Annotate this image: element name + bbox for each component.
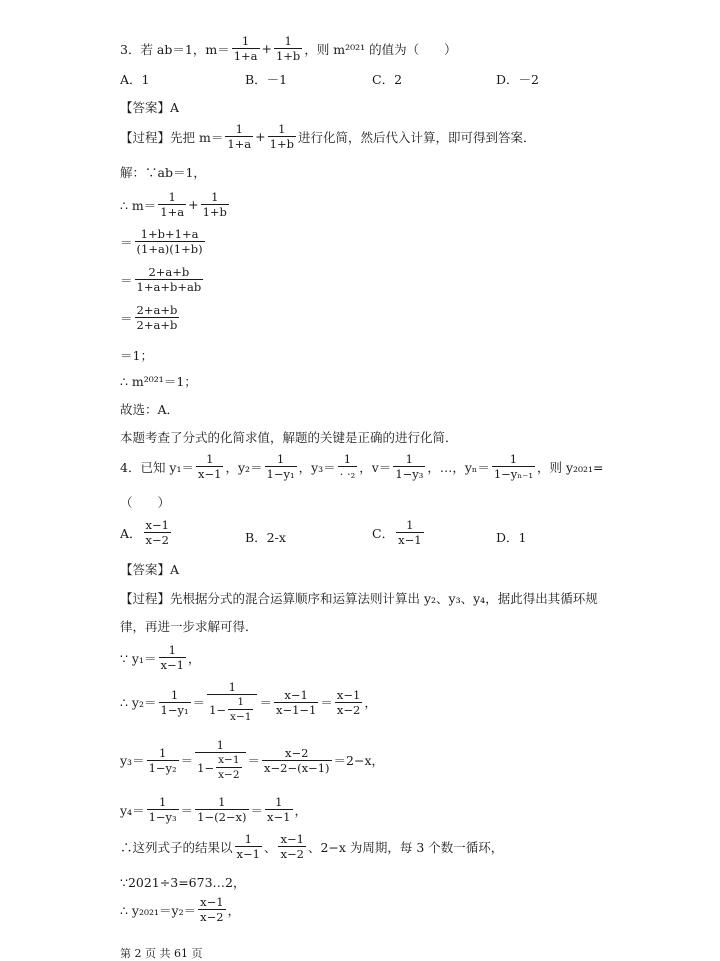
q3-option-a: A．1 (120, 72, 150, 87)
q3-step-3: ＝ $\frac{2+a+b}{1+a+b+ab}$ (120, 265, 202, 294)
q3-option-b: B．－1 (245, 72, 288, 87)
q4-eq-3: y₃＝ $\frac{1}{\text{1−y₂}}$ ＝ 1 1− $\frac{x-1}{x-2}$ ＝ $\frac{x-2}{x-2-(x-1)}$ ＝2−x， (120, 738, 385, 781)
q4-paren: （ ） (120, 495, 171, 510)
q4-eq-4: y₄＝ $\frac{1}{\text{1−y₃}}$ ＝ $\frac{1}{1-(2-x)}$ ＝ $\frac{1}{x-1}$ ， (120, 795, 308, 824)
q4-stem: 4．已知 y₁＝ $\frac{1}{x-1}$ ，y₂＝ $\frac{1}{\text{1−y₁}}$ ，y₃＝ $\frac{1}{\text{· ·₂}}$ ，v＝ $\frac{1}{\text{1−y₃}}$ ，…，yₙ＝ $\frac{1}{\text{1−yₙ₋₁}}$ ，则 y₂₀₂₁= (120, 452, 604, 481)
q4-cycle: ∴这列式子的结果以 $\frac{1}{x-1}$ 、 $\frac{x-1}{x-2}$ 、2−x 为周期，每 3 个数一循环， (120, 832, 504, 861)
q4-division: ∵2021÷3=673…2， (120, 875, 246, 890)
q3-step-1: ∴ m＝ $\frac{1}{1+a}$ + $\frac{1}{1+b}$ (120, 190, 227, 219)
q3-answer: 【答案】A (120, 100, 180, 115)
q3-step-5: ＝1； (120, 348, 153, 363)
q4-option-c: C． $\frac{1}{x-1}$ (372, 518, 422, 547)
q4-final: ∴ y₂₀₂₁＝y₂＝ $\frac{x-1}{x-2}$ ， (120, 895, 241, 924)
q4-process-line-1: 【过程】先根据分式的混合运算顺序和运算法则计算出 y₂、y₃、y₄，据此得出其循环规 (120, 591, 598, 606)
q4-eq-2: ∴ y₂＝ $\frac{1}{\text{1−y₁}}$ ＝ 1 1− $\frac{1}{x-1}$ ＝ $\frac{x-1}{x-1-1}$ ＝ $\frac{x-1}{x-2}$ ， (120, 680, 377, 723)
q3-step-4: ＝ $\frac{2+a+b}{2+a+b}$ (120, 303, 178, 332)
fraction: $\frac{1}{1+a}$ (233, 34, 258, 63)
q3-stem: 3．若 ab＝1，m＝ $\frac{1}{1+a}$ + $\frac{1}{1+b}$ ，则 m²⁰²¹ 的值为（ ） (120, 34, 457, 63)
q4-process-line-2: 律，再进一步求解可得． (120, 619, 258, 634)
q4-option-d: D．1 (496, 530, 527, 545)
q3-comment: 本题考查了分式的化简求值，解题的关键是正确的进行化简． (120, 430, 458, 445)
q4-option-a: A． $\frac{x-1}{x-2}$ (120, 518, 169, 547)
q4-eq-1: ∵ y₁＝ $\frac{1}{x-1}$ ， (120, 643, 201, 672)
q3-step-6: ∴ m²⁰²¹＝1； (120, 374, 197, 389)
page-footer: 第 2 页 共 61 页 (120, 947, 203, 960)
q3-option-d: D．－2 (496, 72, 539, 87)
q3-step-2: ＝ $\frac{1+b+1+a}{(1+a)(1+b)}$ (120, 227, 203, 256)
q3-process: 【过程】先把 m＝ $\frac{1}{1+a}$ + $\frac{1}{1+b}$ 进行化简，然后代入计算，即可得到答案． (120, 122, 536, 151)
fraction: $\frac{1}{1+b}$ (275, 34, 301, 63)
q3-option-c: C．2 (372, 72, 403, 87)
q4-answer: 【答案】A (120, 562, 180, 577)
q3-solution-head: 解：∵ab＝1， (120, 165, 206, 180)
q4-option-b: B．2-x (245, 530, 286, 545)
q3-choose: 故选：A． (120, 402, 180, 417)
